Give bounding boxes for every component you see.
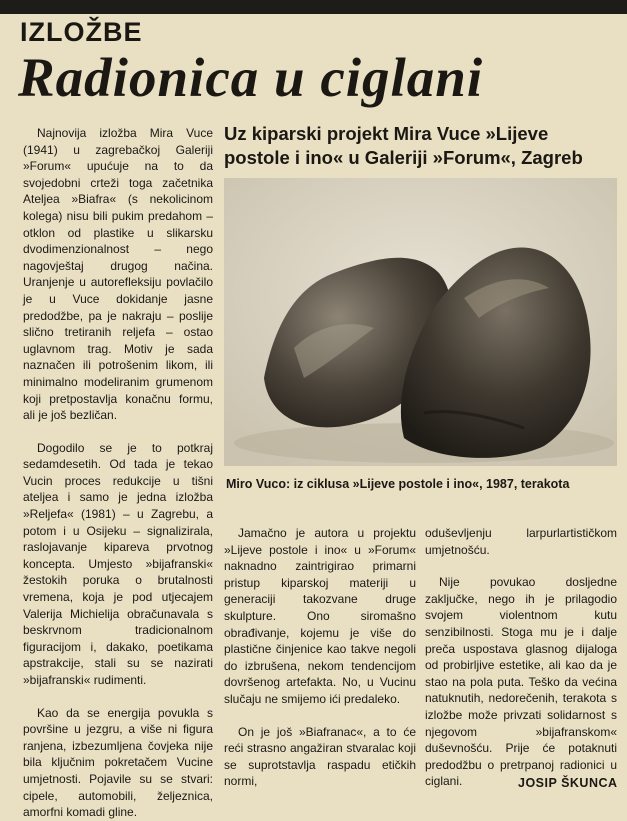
column2-paragraph-2: On je još »Biafranac«, a to će reći strasno angažiran stvaralac koji se suprotstavlja raspadu etičkih normi, [224,724,416,789]
column1-paragraph-1: Najnovija izložba Mira Vuce (1941) u zagrebačkoj Galeriji »Forum« upućuje na to da svojedobni crteži toga začetnika Ateljea »Biafra« (s nekolicinom kolega) nisu bili pukim predahom – otklon od plastike u slikarsku dvodimenzionalnost – nego nagovještaj drugog načina. Uranjenje u autorefleksiju povlačilo je u Vuce dokidanje jasne predodžbe, pa je nakraju – poslije slično tretiranih reljefa – ostao uglavnom trag. Motiv je sada naznačen ili potrošenim likom, ili minimalno modeliranim grumenom koji pretpostavlja konačnu formu, ali je još bezličan. [23,126,213,423]
section-label: IZLOŽBE [20,17,143,47]
column1-paragraph-2: Dogodilo se je to potkraj sedamdesetih. Od tada je tekao Vucin proces redukcije u tišni ateljea i samo je jedna izložba »Reljefa« (1981) – u Zagrebu, a potom i u Osijeku – signalizirala, raslojavanje kipareva prvotnog koncepta. Umjesto »bijafranski« žestokih poruka o brutalnosti vremena, koja je pod utjecajem Valerija Michielija obračunavala s beskrvnom tradicionalnom figuracijom i, dakako, poetikama apstrakcije, stali su se nazirati »bijafranski« rudimenti. [23,440,213,687]
bottom-cut-text [0,799,627,809]
article-column-2 [224,525,416,806]
column3-paragraph-2: Nije povukao dosljedne zaključke, nego ih je prilagodio svojem violentnom kutu senzibilnosti. Stoga mu je i dalje preča uspostava glasnog dijaloga od probirljive estetike, ali kao da je stao na pola puta. Teško da većina natuknutih, nedorečenih, terakota s izložbe može privzati solidarnost s njegovom »bijafranskom« duševnošću. Prije će potaknuti predodžbu o pretrpanoj radionici u ciglani. [425,575,617,789]
sculpture-photo-image [224,178,617,466]
sculpture-photo [224,178,617,466]
column2-paragraph-1: Jamačno je autora u projektu »Lijeve postole i ino« u »Forum« naknadno zaintrigirao primarni pristup kiparskoj materiji u generaciji takozvane druge skulpture. Ono siromašno obrađivanje, kojemu je više do plastične činjenice kao takve negoli do izbrušena, nekom tendencijom dovršenog artefakta. No, u Vucinu slučaju ne smijemo ići predaleko. [224,526,416,706]
column3-paragraph-1: oduševljenju larpurlartističkom umjetnošću. [425,526,617,557]
article-column-1 [23,125,213,821]
top-banner-cut [0,0,627,14]
subheadline: Uz kiparski projekt Mira Vuce »Lijeve postole i ino« u Galeriji »Forum«, Zagreb [224,123,583,168]
column1-paragraph-3: Kao da se energija povukla s površine u jezgru, a više ni figura ranjena, izbezumljena čovjeka nije bila ključnim pokretačem Vucine umjetnosti. Pojavile su se stvari: cipele, automobili, željeznica, amorfni komadi gline. [23,705,213,820]
headline: Radionica u ciglani [18,47,484,108]
photo-caption: Miro Vuco: iz ciklusa »Lijeve postole i ino«, 1987, terakota [226,477,570,491]
article-column-3 [425,525,617,806]
author-byline: JOSIP ŠKUNCA [518,776,618,790]
